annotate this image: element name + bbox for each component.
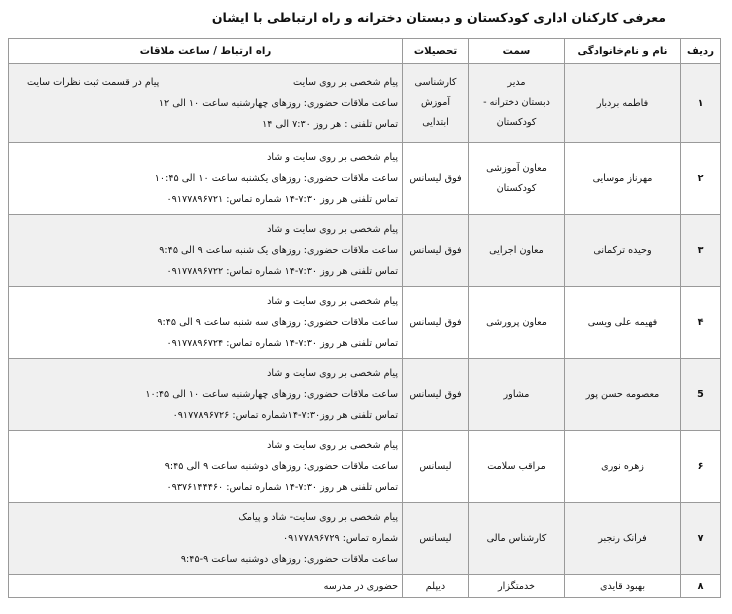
- education-line: کارشناسی: [414, 77, 457, 88]
- row-number: ۷: [681, 503, 721, 575]
- contact-line: پیام شخصی بر روی سایت و شاد: [267, 368, 398, 379]
- staff-name: معصومه حسن پور: [565, 359, 681, 431]
- table-row: [9, 143, 721, 215]
- table-row: [9, 64, 721, 143]
- staff-contact: [9, 503, 403, 575]
- position-line: مدیر: [507, 77, 526, 88]
- staff-position: خدمتگزار: [469, 575, 565, 598]
- contact-line: ساعت ملاقات حضوری: روزهای یک شنبه ساعت ۹ الی ۹:۴۵: [159, 245, 398, 256]
- staff-education: لیسانس: [403, 503, 469, 575]
- staff-education: دیپلم: [403, 575, 469, 598]
- staff-position: مراقب سلامت: [469, 431, 565, 503]
- education-line: ابتدایی: [422, 117, 449, 128]
- contact-line: حضوری در مدرسه: [323, 580, 398, 592]
- staff-education: فوق لیسانس: [403, 215, 469, 287]
- staff-contact: [9, 64, 403, 143]
- staff-position: مشاور: [469, 359, 565, 431]
- header-num: ردیف: [681, 39, 721, 64]
- table-header-row: [9, 39, 721, 64]
- staff-position: [469, 143, 565, 215]
- row-number: ۱: [681, 64, 721, 143]
- staff-name: وحیده ترکمانی: [565, 215, 681, 287]
- contact-line: تماس تلفنی هر روز۷:۳۰-۱۴شماره تماس: ۰۹۱۷۷۸۹۶۷۲۶: [172, 410, 398, 421]
- table-row: [9, 575, 721, 598]
- position-line: کودکستان: [496, 117, 537, 128]
- table-row: [9, 287, 721, 359]
- contact-line: تماس تلفنی : هر روز ۷:۳۰ الی ۱۴: [262, 118, 398, 130]
- table-row: [9, 359, 721, 431]
- contact-line: پیام شخصی بر روی سایت- شاد و پیامک: [238, 512, 398, 523]
- staff-contact: [9, 143, 403, 215]
- staff-education: فوق لیسانس: [403, 143, 469, 215]
- row-number: ۸: [681, 575, 721, 598]
- contact-line: ساعت ملاقات حضوری: روزهای دوشنبه ساعت ۹ الی ۹:۴۵: [164, 461, 398, 472]
- row-number: ۳: [681, 215, 721, 287]
- contact-line-messaging: [13, 72, 398, 93]
- staff-contact: [9, 215, 403, 287]
- staff-contact: [9, 431, 403, 503]
- staff-education: [403, 64, 469, 143]
- contact-item: پیام در قسمت ثبت نظرات سایت: [27, 76, 160, 88]
- staff-name: فرانک رنجبر: [565, 503, 681, 575]
- staff-table: [8, 38, 721, 598]
- table-row: [9, 431, 721, 503]
- contact-line: پیام شخصی بر روی سایت و شاد: [267, 296, 398, 307]
- staff-position: معاون پرورشی: [469, 287, 565, 359]
- contact-line: پیام شخصی بر روی سایت و شاد: [267, 152, 398, 163]
- staff-position: معاون اجرایی: [469, 215, 565, 287]
- staff-education: لیسانس: [403, 431, 469, 503]
- staff-contact: [9, 575, 403, 598]
- position-line: معاون آموزشی: [486, 162, 547, 174]
- staff-education: فوق لیسانس: [403, 359, 469, 431]
- table-row: [9, 215, 721, 287]
- contact-line: پیام شخصی بر روی سایت و شاد: [267, 224, 398, 235]
- contact-line: ساعت ملاقات حضوری: روزهای یکشنبه ساعت ۱۰ الی ۱۰:۴۵: [154, 173, 398, 184]
- header-contact: راه ارتباط / ساعت ملاقات: [9, 39, 403, 64]
- position-line: دبستان دخترانه -: [483, 97, 550, 108]
- staff-position: [469, 64, 565, 143]
- contact-line: ساعت ملاقات حضوری: روزهای چهارشنبه ساعت ۱۰ الی ۱۲: [158, 97, 398, 109]
- table-row: [9, 503, 721, 575]
- contact-line: تماس تلفنی هر روز ۷:۳۰-۱۴ شماره تماس: ۰۹۱۷۷۸۹۶۷۲۲: [166, 266, 398, 277]
- staff-name: بهبود قایدی: [565, 575, 681, 598]
- contact-item: پیام شخصی بر روی سایت: [293, 76, 398, 88]
- header-position: سمت: [469, 39, 565, 64]
- position-line: کودکستان: [496, 182, 537, 194]
- staff-contact: [9, 287, 403, 359]
- header-education: تحصیلات: [403, 39, 469, 64]
- staff-name: فاطمه بردبار: [565, 64, 681, 143]
- header-name: نام و نام‌خانوادگی: [565, 39, 681, 64]
- staff-education: فوق لیسانس: [403, 287, 469, 359]
- education-line: آموزش: [420, 97, 451, 108]
- row-number: ۴: [681, 287, 721, 359]
- contact-line: ساعت ملاقات حضوری: روزهای دوشنبه ساعت ۹-۹:۴۵: [180, 554, 398, 565]
- contact-line: تماس تلفنی هر روز ۷:۳۰-۱۴ شماره تماس: ۰۹۳۷۶۱۴۴۴۶۰: [166, 482, 398, 493]
- contact-line: ساعت ملاقات حضوری: روزهای چهارشنبه ساعت ۱۰ الی ۱۰:۴۵: [145, 389, 398, 400]
- row-number: ۶: [681, 431, 721, 503]
- page-title: معرفی کارکنان اداری کودکستان و دبستان دخترانه و راه ارتباطی با ایشان: [211, 10, 666, 25]
- contact-line: شماره تماس: ۰۹۱۷۷۸۹۶۷۲۹: [282, 533, 398, 544]
- staff-name: فهیمه علی ویسی: [565, 287, 681, 359]
- contact-line: تماس تلفنی هر روز ۷:۳۰-۱۴ شماره تماس: ۰۹۱۷۷۸۹۶۷۲۴: [166, 338, 398, 349]
- row-number: 5: [681, 359, 721, 431]
- contact-line: ساعت ملاقات حضوری: روزهای سه شنبه ساعت ۹ الی ۹:۴۵: [157, 317, 398, 328]
- staff-position: کارشناس مالی: [469, 503, 565, 575]
- staff-name: مهرناز موسایی: [565, 143, 681, 215]
- staff-contact: [9, 359, 403, 431]
- contact-line: تماس تلفنی هر روز ۷:۳۰-۱۴ شماره تماس: ۰۹۱۷۷۸۹۶۷۲۱: [166, 194, 398, 205]
- staff-name: زهره نوری: [565, 431, 681, 503]
- row-number: ۲: [681, 143, 721, 215]
- contact-line: پیام شخصی بر روی سایت و شاد: [267, 440, 398, 451]
